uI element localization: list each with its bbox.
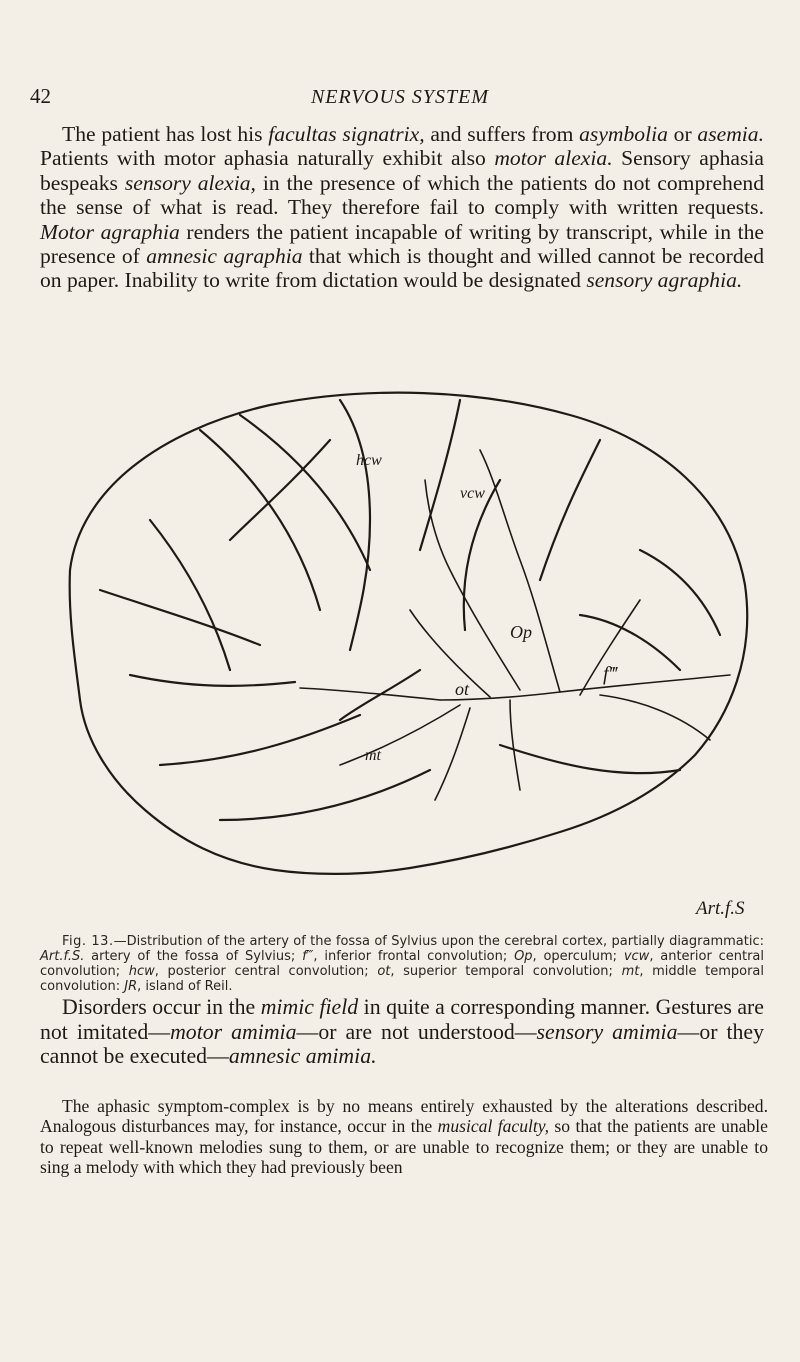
- page-number: 42: [30, 84, 51, 108]
- running-title: NERVOUS SYSTEM: [310, 86, 490, 108]
- label-ot: ot: [455, 679, 470, 699]
- label-vcw: vcw: [460, 485, 485, 502]
- brain-outline: [70, 393, 748, 874]
- label-mt: mt: [365, 747, 381, 764]
- label-hcw: hcw: [356, 452, 382, 469]
- label-artfs: Art.f.S: [696, 898, 745, 919]
- label-f3: f‴: [603, 663, 617, 685]
- brain-artery-figure: [40, 370, 770, 920]
- figure-caption: Fig. 13.—Distribution of the artery of the fossa of Sylvius upon the cerebral cortex, partially diagrammatic: Art.f.S. artery of the fossa of Sylvius; f‴, inferior frontal convolution; Op, operculum; vcw, anterior central convolution; hcw, posterior central convolution; ot, superior temporal convolution; mt, middle temporal convolution: JR, island of Reil.: [40, 934, 765, 994]
- paragraph-agraphia: The patient has lost his facultas signatrix, and suffers from asymbolia or asemia. Patients with motor aphasia naturally exhibit also motor alexia. Sensory aphasia bespeaks sensory alexia, in the presence of which the patients do not comprehend the sense of what is read. They therefore fail to comply with written requests. Motor agraphia renders the patient incapable of writing by transcript, while in the presence of amnesic agraphia that which is thought and willed cannot be recorded on paper. Inability to write from dictation would be designated sensory agraphia.: [40, 122, 765, 293]
- paragraph-musical: The aphasic symptom-complex is by no means entirely exhausted by the alterations described. Analogous disturbances may, for instance, occur in the musical faculty, so that the patients are unable to repeat well-known melodies sung to them, or are unable to recognize them; or they are unable to sing a melody with which they had previously been: [40, 1096, 768, 1178]
- paragraph-amimia: Disorders occur in the mimic field in quite a corresponding manner. Gestures are not imitated—motor amimia—or are not understood—sensory amimia—or they cannot be executed—amnesic amimia.: [40, 995, 764, 1069]
- label-op: Op: [510, 622, 532, 642]
